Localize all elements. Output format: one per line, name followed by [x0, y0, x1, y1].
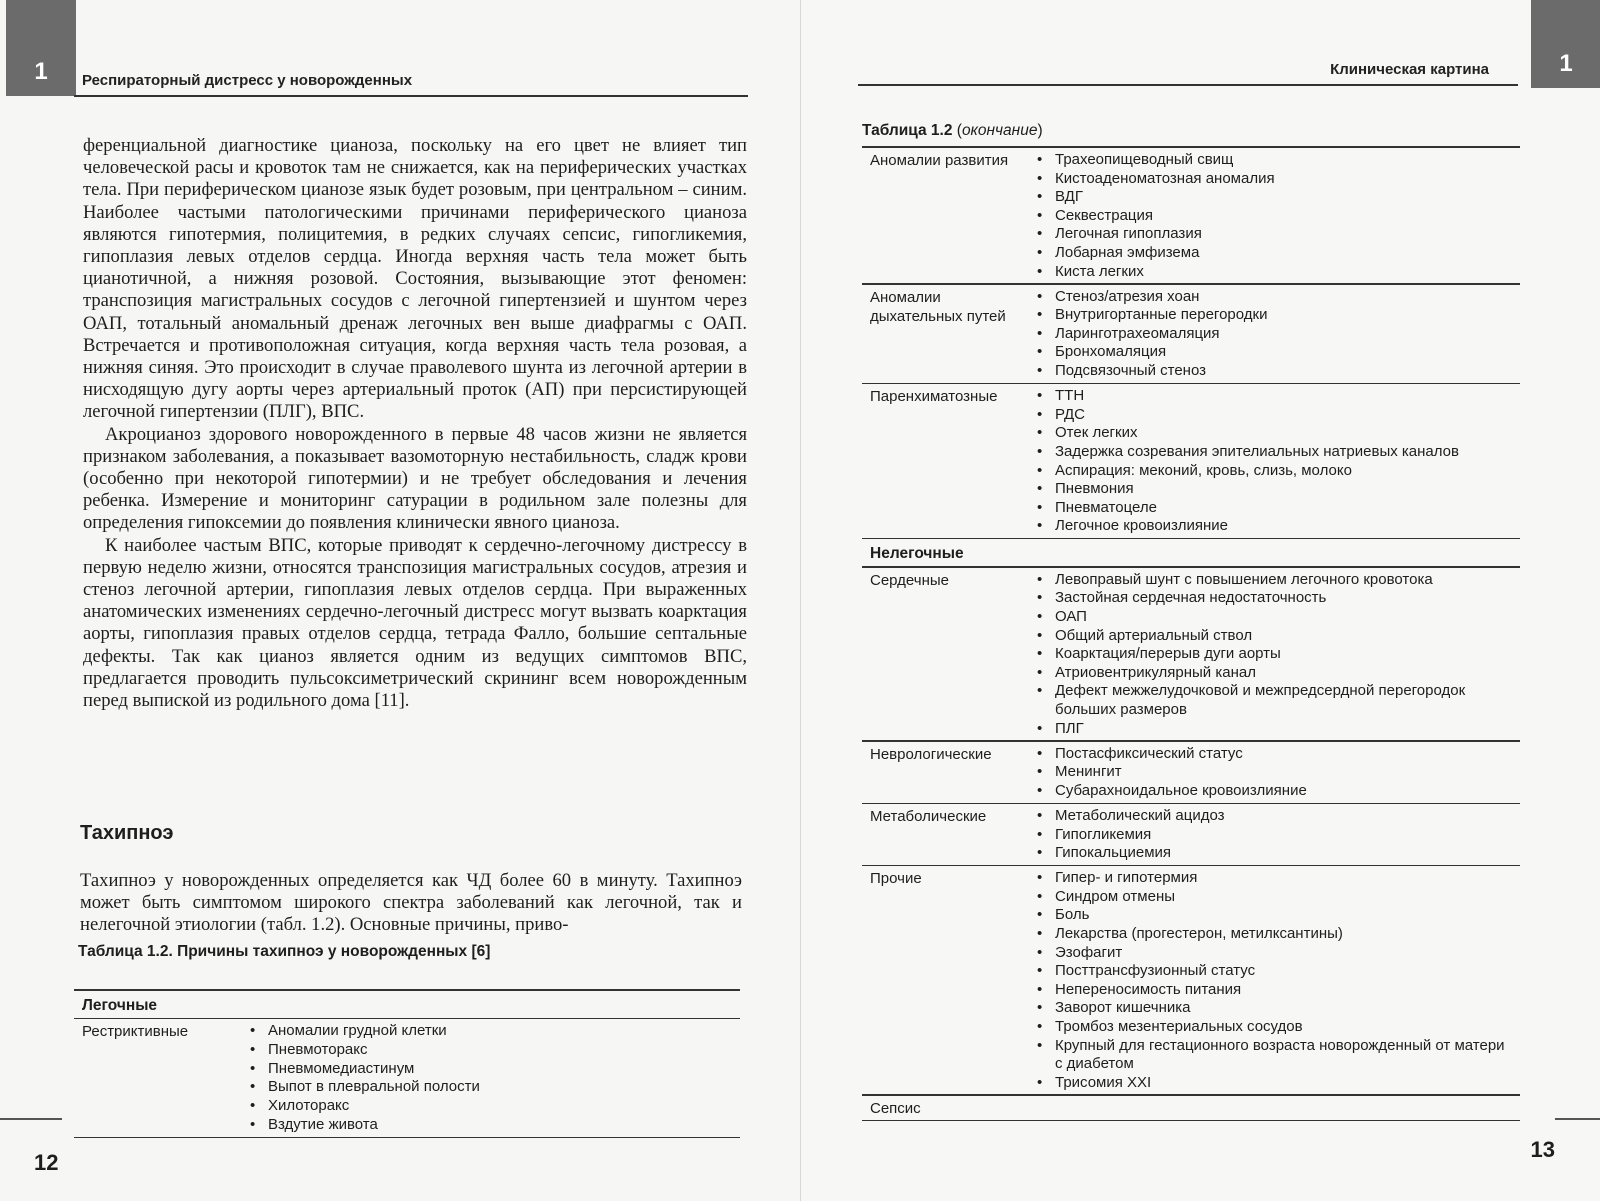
list-item: • Бронхомаляция	[1037, 343, 1512, 362]
table-row	[862, 285, 1520, 383]
list-item: • Синдром отмены	[1037, 888, 1512, 907]
list-item: • Пневмония	[1037, 480, 1512, 499]
list-item: • Вздутие живота	[250, 1116, 732, 1135]
paragraph: ференциальной диагностике цианоза, поскольку на его цвет не влияет тип человеческой расы и кровоток там не снижается, как на периферических участках тела. При периферическом цианозе язык будет розовым, при центральном – синим. Наиболее частыми патологическими причинами периферического цианоза являются гипотермия, полицитемия, в редких случаях сепсис, гипогликемия, гипоплазия левых отделов сердца. Иногда верхняя часть тела может быть цианотичной, а нижняя розовой. Состояния, вызывающие этот феномен: транспозиция магистральных сосудов с легочной гипертензией и шунтом через ОАП, тотальный аномальный дренаж легочных вен выше диафрагмы с ОАП. Встречается и противоположная ситуация, когда верхняя часть тела розовая, а нижняя синяя. Это происходит в случае праволевого шунта из легочной артерии в нисходящую дугу аорты через артериальный проток (АП) при персистирующей легочной гипертензии (ПЛГ), ВПС.	[83, 135, 747, 423]
running-head: Клиническая картина	[1330, 61, 1489, 78]
list-item: • Внутригортанные перегородки	[1037, 306, 1512, 325]
list-item: • Ларинготрахеомаляция	[1037, 325, 1512, 344]
list-item: • Боль	[1037, 906, 1512, 925]
body-text	[83, 135, 747, 712]
list-item: • Атриовентрикулярный канал	[1037, 664, 1512, 683]
table-row	[862, 866, 1520, 1094]
table-row	[862, 742, 1520, 803]
table-row	[862, 384, 1520, 538]
page-number: 13	[1530, 1137, 1555, 1162]
table-row-items	[1037, 571, 1512, 738]
list-item: • Пневмоторакс	[250, 1041, 732, 1060]
table-row-items	[1037, 387, 1512, 536]
list-item: • Застойная сердечная недостаточность	[1037, 589, 1512, 608]
table-row-items	[1037, 807, 1512, 863]
list-item: • Подсвязочный стеноз	[1037, 362, 1512, 381]
table-row-category: Неврологические	[870, 745, 992, 763]
table-row-category: Аномалии развития	[870, 152, 1009, 169]
list-item: • Коарктация/перерыв дуги аорты	[1037, 645, 1512, 664]
table-caption: Таблица 1.2 (окончание)	[862, 122, 1043, 139]
table-row-category: Прочие	[870, 870, 922, 888]
chapter-tab	[1531, 0, 1600, 88]
table-row	[862, 1096, 1520, 1120]
table-row	[862, 148, 1520, 283]
table-row-category: Аномалии дыхательных путей	[870, 288, 1006, 325]
list-item: • Аномалии грудной клетки	[250, 1022, 732, 1041]
list-item: • Метаболический ацидоз	[1037, 807, 1512, 826]
list-item: • Легочная гипоплазия	[1037, 225, 1512, 244]
chapter-number: 1	[1559, 50, 1573, 77]
list-item: • Пневматоцеле	[1037, 499, 1512, 518]
header-rule	[74, 95, 748, 97]
table-caption-label: Таблица 1.2	[862, 122, 953, 139]
table-row	[74, 1019, 740, 1137]
table-group-title: Нелегочные	[870, 545, 964, 563]
list-item: • Легочное кровоизлияние	[1037, 517, 1512, 536]
footer-rule	[1555, 1118, 1600, 1120]
list-item: • Крупный для гестационного возраста новорожденный от матери с диабетом	[1037, 1037, 1512, 1074]
table-row-items	[250, 1022, 732, 1135]
footer-rule	[0, 1118, 62, 1120]
table-row-category: Рестриктивные	[82, 1023, 189, 1040]
table-row-items	[1037, 745, 1512, 801]
chapter-number: 1	[34, 58, 48, 85]
list-item: • Менингит	[1037, 763, 1512, 782]
list-item: • Отек легких	[1037, 424, 1512, 443]
table-row-items	[1037, 869, 1512, 1092]
list-item: • Тромбоз мезентериальных сосудов	[1037, 1018, 1512, 1037]
list-item: • ПЛГ	[1037, 720, 1512, 739]
table-row-category: Сепсис	[870, 1099, 921, 1117]
table-caption-label: Таблица 1.2.	[78, 943, 173, 960]
table-caption-continuation: окончание	[961, 122, 1038, 139]
section-paragraph: Тахипноэ у новорожденных определяется как ЧД более 60 в минуту. Тахипноэ может быть симптомом широкого спектра заболеваний как легочной, так и нелегочной этиологии (табл. 1.2). Основные причины, приво-	[80, 870, 742, 936]
paragraph: К наиболее частым ВПС, которые приводят к сердечно-легочному дистрессу в первую неделю жизни, относятся транспозиция магистральных сосудов, атрезия и стеноз легочной артерии, гипоплазия левых отделов сердца. При выраженных анатомических изменениях сердечно-легочный дистресс могут вызвать коарктация аорты, гипоплазия правых отделов сердца, тетрада Фалло, большие септальные дефекты. Так как цианоз является одним из ведущих симптомов ВПС, предлагается проводить пульсоксиметрический скрининг всем новорожденным перед выпиской из родильного дома [11].	[83, 534, 747, 712]
list-item: • РДС	[1037, 406, 1512, 425]
running-head: Респираторный дистресс у новорожденных	[82, 72, 413, 89]
list-item: • Пневмомедиастинум	[250, 1060, 732, 1079]
list-item: • Стеноз/атрезия хоан	[1037, 288, 1512, 307]
section-title: Тахипноэ	[80, 822, 174, 844]
table-group-title: Легочные	[82, 996, 158, 1014]
list-item: • Постасфиксический статус	[1037, 745, 1512, 764]
table-row-category: Сердечные	[870, 571, 949, 589]
list-item: • Субарахноидальное кровоизлияние	[1037, 782, 1512, 801]
list-item: • Аспирация: меконий, кровь, слизь, молоко	[1037, 462, 1512, 481]
list-item: • Непереносимость питания	[1037, 981, 1512, 1000]
list-item: • Лобарная эмфизема	[1037, 244, 1512, 263]
list-item: • Дефект межжелудочковой и межпредсердной перегородок больших размеров	[1037, 682, 1512, 719]
table-rule	[862, 1120, 1520, 1122]
table-row-items	[1037, 151, 1512, 281]
table-caption-text: Причины тахипноэ у новорожденных [6]	[172, 943, 491, 960]
list-item: • Трахеопищеводный свищ	[1037, 151, 1512, 170]
list-item: • Гипокальциемия	[1037, 844, 1512, 863]
list-item: • Кистоаденоматозная аномалия	[1037, 170, 1512, 189]
table-caption	[78, 943, 490, 961]
list-item: • Левоправый шунт с повышением легочного кровотока	[1037, 571, 1512, 590]
list-item: • Выпот в плевральной полости	[250, 1078, 732, 1097]
list-item: • Посттрансфузионный статус	[1037, 962, 1512, 981]
paragraph: Акроцианоз здорового новорожденного в первые 48 часов жизни не является признаком заболевания, а показывает вазомоторную нестабильность, сладж крови (особенно при некоторой гипотермии) и не требует обследования и лечения ребенка. Измерение и мониторинг сатурации в родильном зале полезны для определения гипоксемии до появления клинически явного цианоза.	[83, 423, 747, 534]
list-item: • Эзофагит	[1037, 944, 1512, 963]
chapter-tab	[6, 0, 76, 96]
table-row-category: Паренхиматозные	[870, 388, 998, 406]
header-rule	[858, 84, 1518, 86]
list-item: • Трисомия XXI	[1037, 1074, 1512, 1093]
table-rule	[74, 1137, 740, 1139]
right-page	[800, 0, 1600, 1201]
table-row	[862, 804, 1520, 865]
page-number: 12	[34, 1150, 59, 1175]
list-item: • Задержка созревания эпителиальных натриевых каналов	[1037, 443, 1512, 462]
list-item: • ВДГ	[1037, 188, 1512, 207]
list-item: • Гипер- и гипотермия	[1037, 869, 1512, 888]
table-row	[862, 568, 1520, 740]
list-item: • Лекарства (прогестерон, метилксантины)	[1037, 925, 1512, 944]
table-row-items	[1037, 288, 1512, 381]
list-item: • ОАП	[1037, 608, 1512, 627]
list-item: • Секвестрация	[1037, 207, 1512, 226]
table-row-items	[1037, 1099, 1512, 1118]
list-item: • Общий артериальный ствол	[1037, 627, 1512, 646]
table-row-category: Метаболические	[870, 808, 987, 825]
table-1-2-start	[74, 989, 740, 1138]
table-1-2-continued	[862, 148, 1520, 1121]
list-item: • Гипогликемия	[1037, 826, 1512, 845]
list-item: • Заворот кишечника	[1037, 999, 1512, 1018]
list-item: • ТТН	[1037, 387, 1512, 406]
list-item: • Киста легких	[1037, 263, 1512, 282]
list-item: • Хилоторакс	[250, 1097, 732, 1116]
